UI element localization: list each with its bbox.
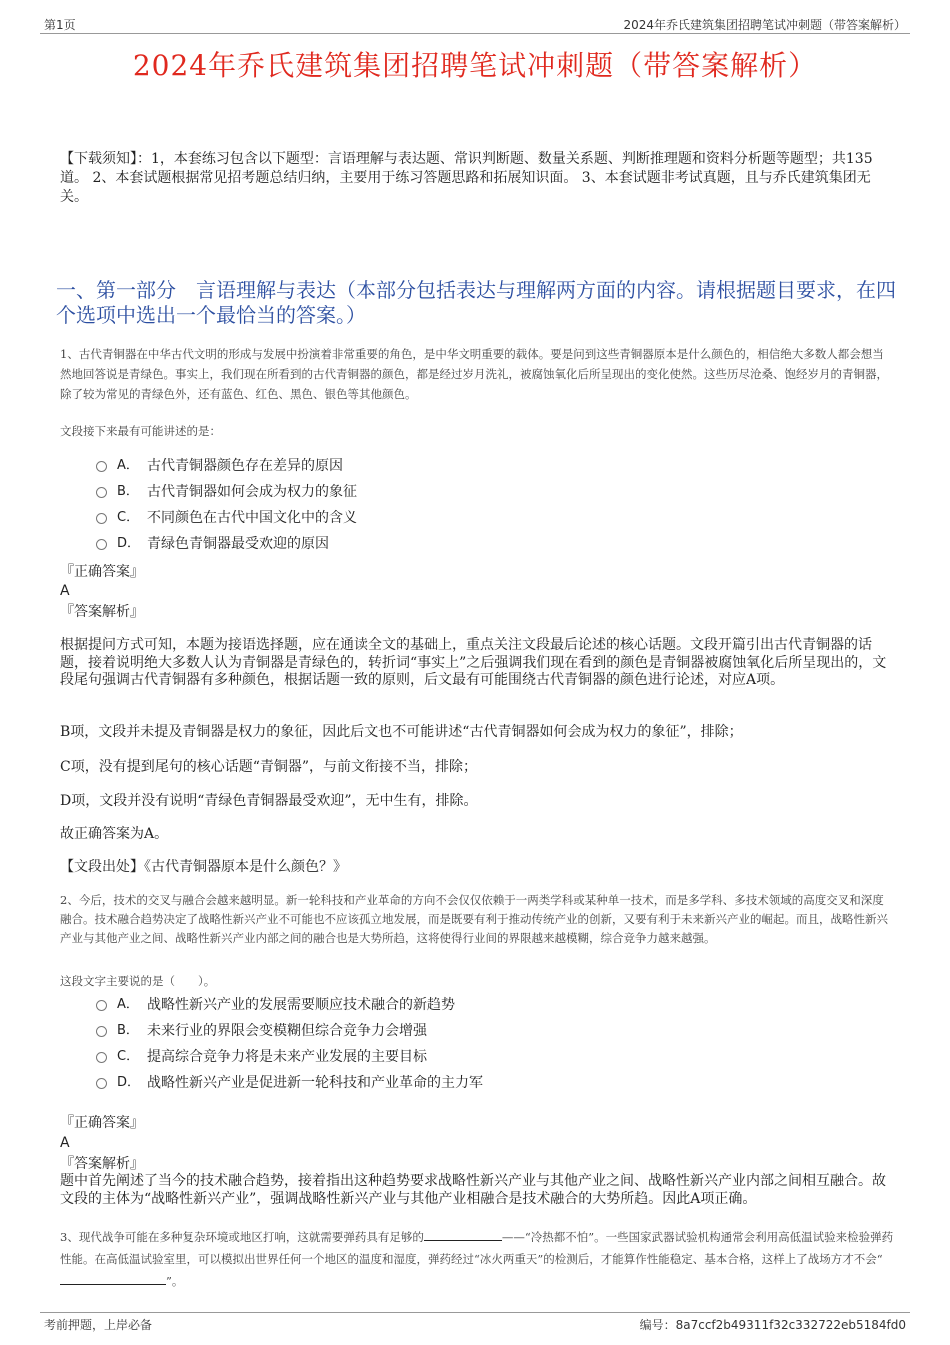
q1-analysis-main: 根据提问方式可知，本题为接语选择题，应在通读全文的基础上，重点关注文段最后论述的核心话题。文段开篇引出古代青铜器的话题，接着说明绝大多数人认为青铜器是青绿色的，转折词“事实上”之后强调我们现在看到的颜色是青铜器被腐蚀氧化后所呈现出的，文段尾句强调古代青铜器有多种颜色，根据话题一致的原则，后文最有可能围绕古代青铜器的颜色进行论述，对应A项。 [60, 637, 887, 688]
q2-answer: A [60, 1135, 70, 1151]
q1-option-b[interactable]: B． 古代青铜器如何会成为权力的象征 [96, 483, 357, 501]
q1-prompt: 文段接下来最有可能讲述的是： [60, 424, 221, 438]
q1-answer-label: 『正确答案』 [60, 564, 144, 580]
footer-doc-id: 编号：8a7ccf2b49311f32c332722eb5184fd0 [639, 1318, 906, 1332]
q2-option-b[interactable]: B． 未来行业的界限会变模糊但综合竞争力会增强 [96, 1022, 427, 1040]
q1-source: 【文段出处】《古代青铜器原本是什么颜色？》 [60, 859, 347, 875]
q1-conclusion: 故正确答案为A。 [60, 826, 169, 842]
radio-icon[interactable] [96, 539, 107, 550]
radio-icon[interactable] [96, 487, 107, 498]
footer-divider [40, 1312, 910, 1313]
radio-icon[interactable] [96, 461, 107, 472]
q2-answer-label: 『正确答案』 [60, 1115, 144, 1131]
footer-slogan: 考前押题，上岸必备 [44, 1318, 153, 1332]
q1-option-a[interactable]: A． 古代青铜器颜色存在差异的原因 [96, 457, 343, 475]
q2-prompt: 这段文字主要说的是（ ）。 [60, 974, 216, 988]
download-notice: 【下载须知】：1，本套练习包含以下题型：言语理解与表达题、常识判断题、数量关系题、判断推理题和资料分析题等题型；共135道。 2、本套试题根据常见招考题总结归纳，主要用于练习答题思路和拓展知识面。 3、本套试题非考试真题，且与乔氏建筑集团无关。 [60, 151, 873, 205]
page-number: 第1页 [44, 18, 76, 32]
q1-analysis-label: 『答案解析』 [60, 604, 144, 620]
q1-option-c[interactable]: C． 不同颜色在古代中国文化中的含义 [96, 509, 357, 527]
q2-stem: 2、今后，技术的交叉与融合会越来越明显。新一轮科技和产业革命的方向不会仅仅依赖于一两类学科或某种单一技术，而是多学科、多技术领域的高度交叉和深度融合。技术融合趋势决定了战略性新兴产业不可能也不应该孤立地发展，而是既要有利于推动传统产业的创新，又要有利于未来新兴产业的崛起。而且，战略性新兴产业与其他产业之间、战略性新兴产业内部之间的融合也是大势所趋，这将使得行业间的界限越来越模糊，综合竞争力越来越强。 [60, 893, 888, 945]
q1-analysis-c: C项，没有提到尾句的核心话题“青铜器”，与前文衔接不当，排除； [60, 759, 478, 775]
page-title: 2024年乔氏建筑集团招聘笔试冲刺题（带答案解析） [132, 49, 818, 82]
q3-stem: 3、现代战争可能在多种复杂环境或地区打响，这就需要弹药具有足够的 ——“冷热都不怕”。一些国家武器试验机构通常会利用高低温试验来检验弹药性能。在高低温试验室里，可以模拟出世界任何一个地区的温度和湿度，弹药经过“冰火两重天”的检测后，才能算作性能稳定、基本合格，这样上了战场方才不会“”。 [60, 1230, 894, 1288]
q1-option-d[interactable]: D． 青绿色青铜器最受欢迎的原因 [96, 535, 329, 553]
radio-icon[interactable] [96, 1000, 107, 1011]
q2-option-d[interactable]: D． 战略性新兴产业是促进新一轮科技和产业革命的主力军 [96, 1074, 483, 1092]
q2-analysis-label: 『答案解析』 [60, 1156, 144, 1172]
q1-analysis-b: B项，文段并未提及青铜器是权力的象征，因此后文也不可能讲述“古代青铜器如何会成为权力的象征”，排除； [60, 724, 743, 740]
q1-stem: 1、古代青铜器在中华古代文明的形成与发展中扮演着非常重要的角色，是中华文明重要的载体。要是问到这些青铜器原本是什么颜色的，相信绝大多数人都会想当然地回答说是青绿色。事实上，我们现在所看到的古代青铜器的颜色，都是经过岁月洗礼，被腐蚀氧化后所呈现出的变化使然。这些历尽沧桑、饱经岁月的青铜器，除了较为常见的青绿色外，还有蓝色、红色、黑色、银色等其他颜色。 [60, 347, 888, 401]
answer-blank[interactable] [60, 1273, 166, 1285]
q2-option-a[interactable]: A． 战略性新兴产业的发展需要顺应技术融合的新趋势 [96, 996, 455, 1014]
radio-icon[interactable] [96, 1078, 107, 1089]
header-divider [40, 33, 910, 34]
q2-analysis: 题中首先阐述了当今的技术融合趋势，接着指出这种趋势要求战略性新兴产业与其他产业之间、战略性新兴产业内部之间相互融合。故文段的主体为“战略性新兴产业”，强调战略性新兴产业与其他产业相融合是技术融合的大势所趋。因此A项正确。 [60, 1173, 886, 1207]
radio-icon[interactable] [96, 1052, 107, 1063]
q2-option-c[interactable]: C． 提高综合竞争力将是未来产业发展的主要目标 [96, 1048, 427, 1066]
answer-blank[interactable] [424, 1229, 502, 1241]
radio-icon[interactable] [96, 513, 107, 524]
radio-icon[interactable] [96, 1026, 107, 1037]
q1-answer: A [60, 583, 70, 599]
section-heading: 一、第一部分 言语理解与表达（本部分包括表达与理解两方面的内容。请根据题目要求，在四个选项中选出一个最恰当的答案。） [56, 278, 896, 327]
header-doc-title: 2024年乔氏建筑集团招聘笔试冲刺题（带答案解析） [623, 18, 906, 32]
q1-analysis-d: D项，文段并没有说明“青绿色青铜器最受欢迎”，无中生有，排除。 [60, 793, 478, 809]
